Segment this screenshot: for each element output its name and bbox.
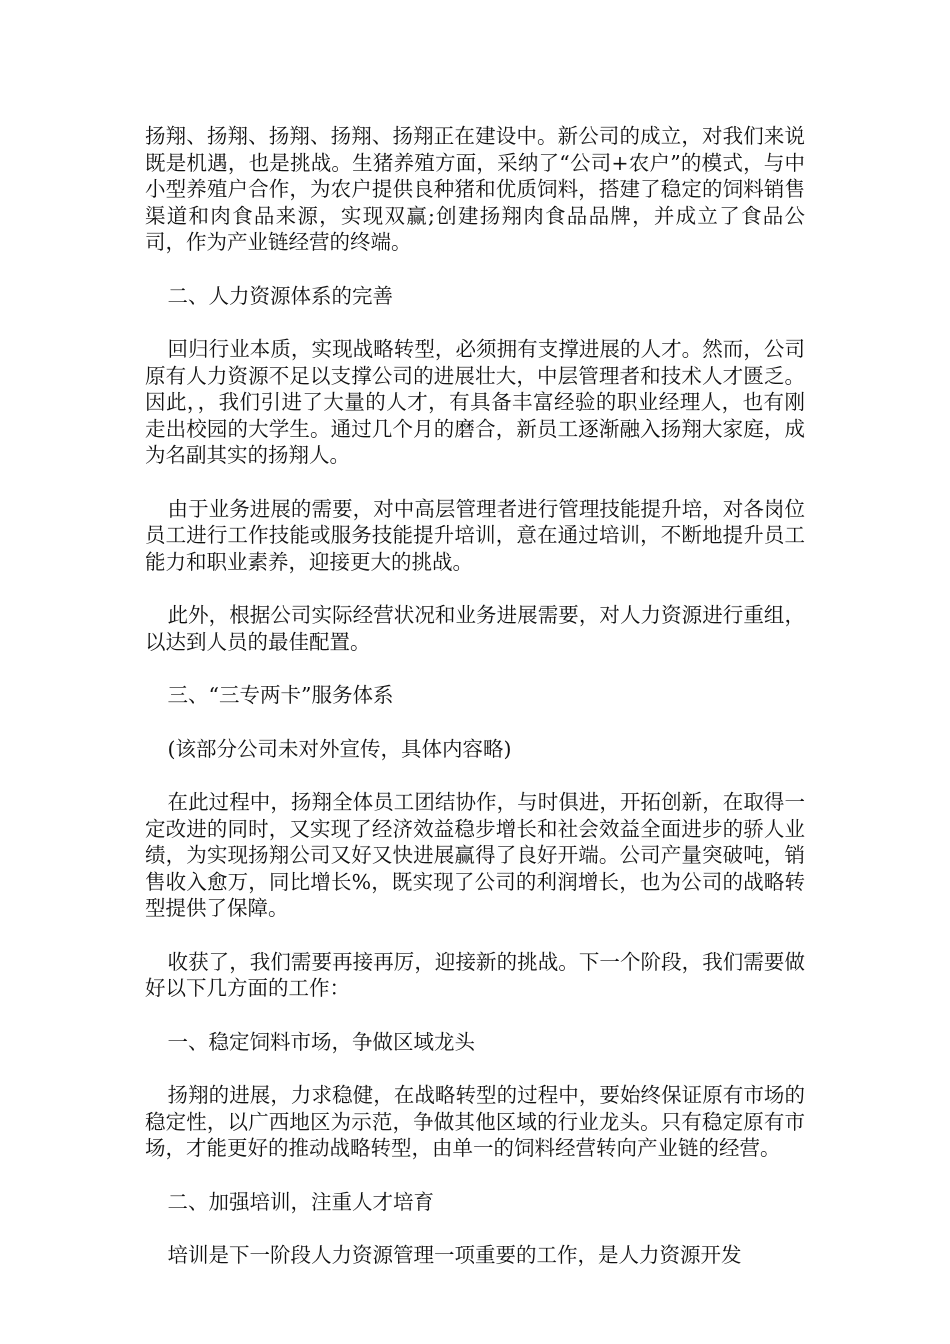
paragraph-next-stage: 收获了，我们需要再接再厉，迎接新的挑战。下一个阶段，我们需要做好以下几方面的工作： (145, 949, 805, 1000)
paragraph-talent: 回归行业本质，实现战略转型，必须拥有支撑进展的人才。然而，公司原有人力资源不足以支撑公司的进展壮大，中层管理者和技术人才匮乏。因此，，我们引进了大量的人才，有具备丰富经验的职业经理人，也有刚走出校园的大学生。通过几个月的磨合，新员工逐渐融入扬翔大家庭，成为名副其实的扬翔人。 (145, 337, 805, 467)
section-heading-hr-system: 二、人力资源体系的完善 (167, 283, 394, 308)
paragraph-reorganization: 此外，根据公司实际经营状况和业务进展需要，对人力资源进行重组，以达到人员的最佳配置。 (145, 603, 805, 654)
section-heading-feed-market: 一、稳定饲料市场，争做区域龙头 (167, 1029, 476, 1054)
paragraph-training-importance: 培训是下一阶段人力资源管理一项重要的工作，是人力资源开发 (167, 1243, 742, 1267)
paragraph-training: 由于业务进展的需要，对中高层管理者进行管理技能提升培，对各岗位员工进行工作技能或服务技能提升培训，意在通过培训，不断地提升员工能力和职业素养，迎接更大的挑战。 (145, 496, 805, 574)
note-omitted: (该部分公司未对外宣传，具体内容略) (167, 736, 512, 761)
section-heading-training: 二、加强培训，注重人才培育 (167, 1189, 435, 1214)
paragraph-achievements: 在此过程中，扬翔全体员工团结协作，与时俱进，开拓创新，在取得一定改进的同时，又实现了经济效益稳步增长和社会效益全面进步的骄人业绩，为实现扬翔公司又好又快进展赢得了良好开端。公司产量突破吨，销售收入愈万，同比增长%，既实现了公司的利润增长，也为公司的战略转型提供了保障。 (145, 790, 805, 920)
document-body (145, 123, 805, 1296)
paragraph-intro: 扬翔、扬翔、扬翔、扬翔、扬翔正在建设中。新公司的成立，对我们来说既是机遇，也是挑战。生猪养殖方面，采纳了“公司+农户”的模式，与中小型养殖户合作，为农户提供良种猪和优质饲料，搭建了稳定的饲料销售渠道和肉食品来源，实现双赢;创建扬翔肉食品品牌，并成立了食品公司，作为产业链经营的终端。 (145, 124, 805, 254)
section-heading-service-system: 三、“三专两卡”服务体系 (167, 683, 394, 707)
paragraph-steady-growth: 扬翔的进展，力求稳健，在战略转型的过程中，要始终保证原有市场的稳定性，以广西地区为示范，争做其他区域的行业龙头。只有稳定原有市场，才能更好的推动战略转型，由单一的饲料经营转向产业链的经营。 (145, 1083, 805, 1160)
